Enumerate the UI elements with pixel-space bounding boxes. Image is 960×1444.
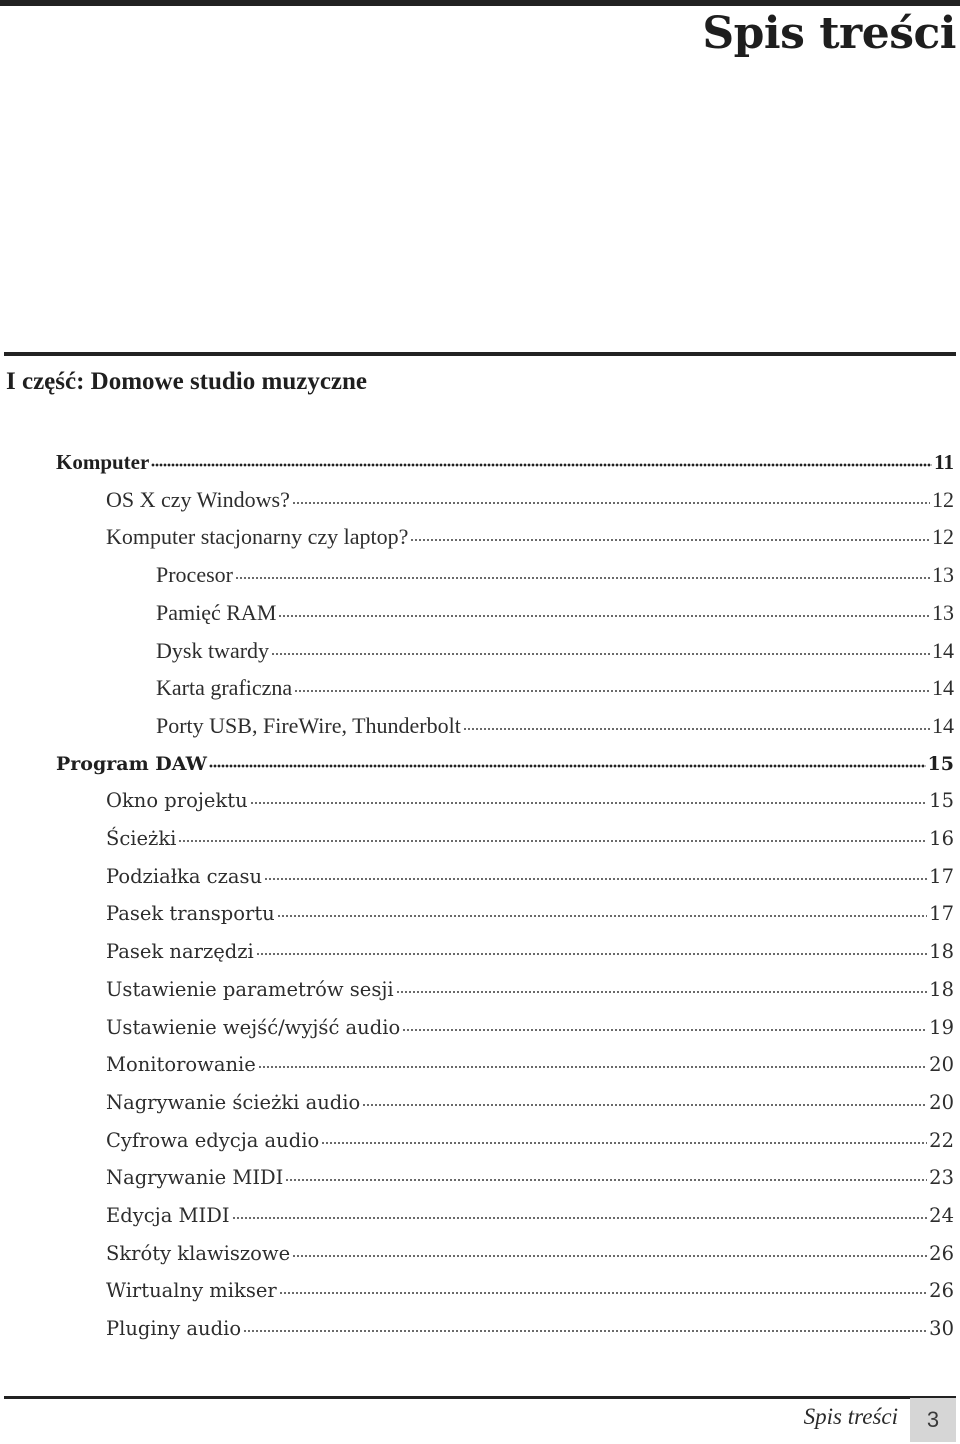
dot-leader: [463, 726, 930, 732]
toc-entry-page: 11: [934, 450, 954, 474]
toc-entry-label: Pasek narzędzi: [106, 940, 254, 964]
dot-leader: [178, 838, 927, 844]
toc-entry-page: 13: [932, 599, 954, 625]
toc-entry-label: Dysk twardy: [156, 637, 270, 663]
toc-entry-page: 13: [932, 562, 954, 588]
toc-entry-page: 18: [929, 977, 954, 1001]
toc-entry: [106, 1046, 954, 1084]
toc-entry: [106, 933, 954, 971]
toc-entry-label: Cyfrowa edycja audio: [106, 1128, 320, 1152]
section-divider: [4, 352, 956, 356]
dot-leader: [285, 1177, 927, 1183]
toc-entry-label: Monitorowanie: [106, 1053, 256, 1077]
toc-entry-label: Podziałka czasu: [106, 864, 263, 888]
toc-entry-page: 15: [927, 752, 954, 775]
toc-entry: [106, 820, 954, 858]
dot-leader: [256, 951, 927, 957]
toc-entry-label: Pamięć RAM: [156, 599, 277, 625]
toc-entry-label: Komputer: [56, 450, 150, 474]
dot-leader: [402, 1027, 927, 1033]
toc-entry: [156, 594, 954, 632]
dot-leader: [321, 1140, 927, 1146]
toc-entry-page: 19: [929, 1015, 954, 1039]
toc-entry-page: 14: [932, 675, 954, 701]
toc-entry: [106, 1159, 954, 1197]
toc-entry-label: Program DAW: [56, 752, 207, 775]
toc-entry-label: Karta graficzna: [156, 675, 293, 701]
toc-entry: [156, 707, 954, 745]
dot-leader: [292, 1253, 927, 1259]
dot-leader: [250, 800, 928, 806]
toc-entry: [106, 1197, 954, 1235]
toc-entry: [106, 1310, 954, 1348]
toc-entry-page: 22: [929, 1128, 954, 1152]
dot-leader: [294, 688, 930, 694]
toc-entry: [106, 481, 954, 519]
dot-leader: [277, 913, 927, 919]
toc-entry-page: 20: [929, 1090, 954, 1114]
toc-entry-label: OS X czy Windows?: [106, 486, 290, 512]
toc-entry-label: Ścieżki: [106, 827, 177, 850]
dot-leader: [243, 1328, 927, 1334]
footer-section-label: Spis treści: [803, 1404, 898, 1429]
toc-entry-page: 30: [929, 1317, 954, 1341]
dot-leader: [232, 1215, 928, 1221]
toc-entry-page: 20: [929, 1053, 954, 1077]
toc-entry: [156, 632, 954, 670]
toc-entry-label: Nagrywanie MIDI: [106, 1166, 284, 1190]
toc-entry-label: Pasek transportu: [106, 902, 275, 926]
toc-entry-label: Wirtualny mikser: [106, 1279, 277, 1303]
toc-entry-page: 12: [932, 524, 954, 550]
toc-entry-page: 16: [929, 827, 954, 850]
dot-leader: [151, 462, 932, 468]
dot-leader: [279, 1290, 927, 1296]
toc-entry-page: 24: [929, 1204, 954, 1227]
toc-entry-label: Okno projektu: [106, 789, 248, 813]
toc-entry-label: Edycja MIDI: [106, 1204, 230, 1227]
toc-entry-page: 12: [932, 486, 954, 512]
toc-entry: [106, 1122, 954, 1160]
toc-entry-page: 17: [929, 902, 954, 926]
toc-entry: [106, 971, 954, 1009]
toc-entry: [106, 1084, 954, 1122]
toc-entry-label: Procesor: [156, 562, 233, 588]
toc-entry-label: Porty USB, FireWire, Thunderbolt: [156, 712, 461, 738]
toc-entry-page: 23: [929, 1166, 954, 1190]
toc-entry: [106, 518, 954, 556]
toc-entry-label: Skróty klawiszowe: [106, 1241, 291, 1265]
toc-entry: [106, 1272, 954, 1310]
footer-page-number: 3: [910, 1398, 956, 1442]
dot-leader: [292, 500, 930, 506]
dot-leader: [362, 1102, 927, 1108]
toc-entry: [106, 858, 954, 896]
top-rule: [0, 0, 960, 6]
dot-leader: [258, 1064, 927, 1070]
toc-entry: [106, 895, 954, 933]
toc-entry: [106, 1009, 954, 1047]
dot-leader: [278, 613, 930, 619]
toc-chapter: [56, 745, 954, 783]
part-heading: I część: Domowe studio muzyczne: [6, 368, 368, 395]
toc-entry: [156, 556, 954, 594]
toc-entry-label: Ustawienie wejść/wyjść audio: [106, 1015, 401, 1039]
toc-entry-label: Pluginy audio: [106, 1317, 242, 1341]
toc-entry: [156, 669, 954, 707]
toc-entry-page: 26: [929, 1279, 954, 1303]
toc-entry-page: 14: [932, 637, 954, 663]
toc-chapter: [56, 443, 954, 481]
dot-leader: [264, 876, 927, 882]
dot-leader: [235, 575, 930, 581]
toc-entry-page: 18: [929, 940, 954, 964]
toc-entry-label: Komputer stacjonarny czy laptop?: [106, 524, 409, 550]
toc-entry: [106, 782, 954, 820]
toc-entry-page: 14: [932, 712, 954, 738]
footer-rule: [4, 1396, 956, 1399]
dot-leader: [396, 989, 928, 995]
toc-entry-page: 15: [929, 789, 954, 813]
dot-leader: [410, 537, 930, 543]
toc-entry-label: Nagrywanie ścieżki audio: [106, 1090, 361, 1114]
dot-leader: [271, 651, 930, 657]
dot-leader: [209, 763, 926, 769]
toc-entry-label: Ustawienie parametrów sesji: [106, 977, 394, 1001]
page-title: Spis treści: [702, 8, 956, 59]
toc-entry-page: 17: [929, 864, 954, 888]
toc-entry-page: 26: [929, 1241, 954, 1265]
toc-entry: [106, 1235, 954, 1273]
